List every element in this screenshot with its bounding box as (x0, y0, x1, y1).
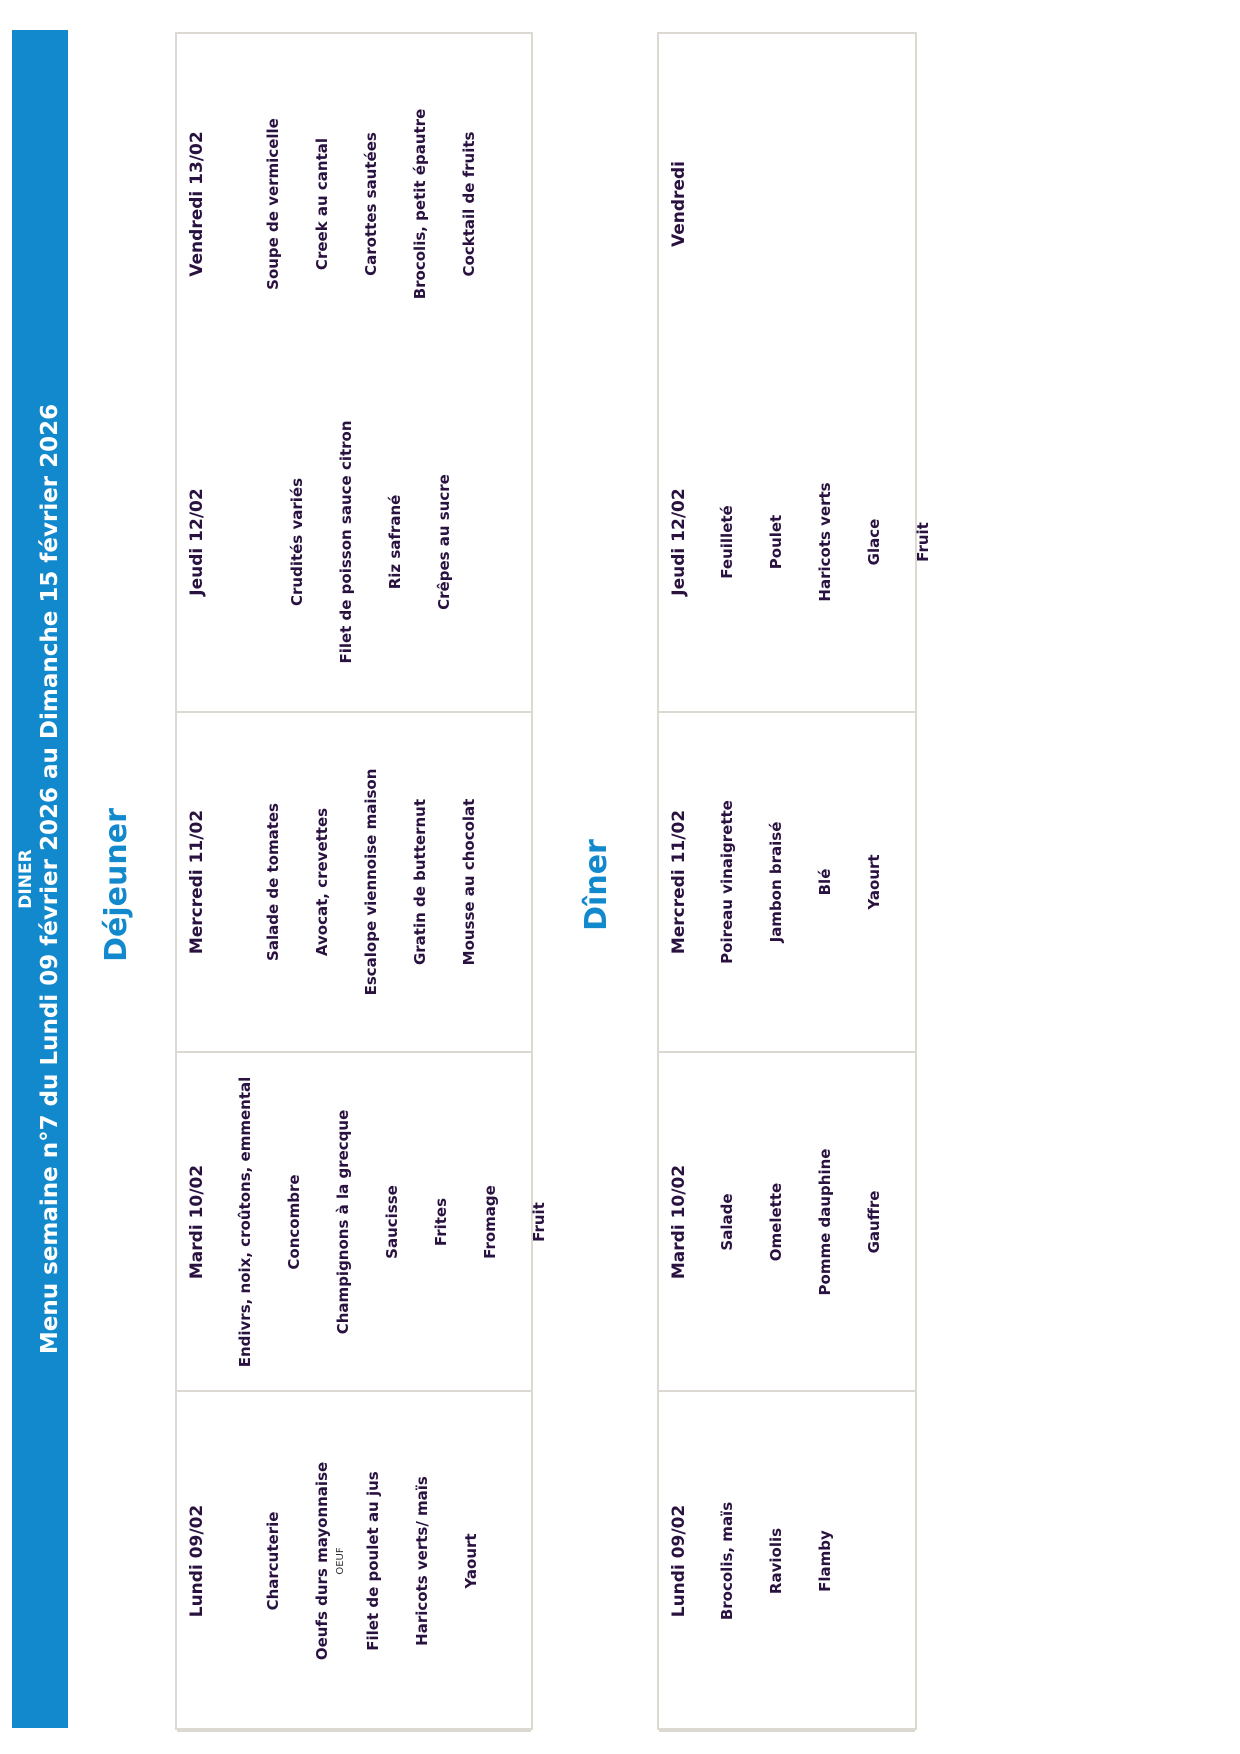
dejeuner-day-label: Jeudi 12/02 (187, 488, 207, 597)
diner-dish: Omelette (767, 1182, 785, 1261)
diner-day-cell (659, 37, 915, 371)
diner-day-column (659, 713, 915, 1053)
dejeuner-day-column (177, 713, 531, 1053)
dejeuner-dish: Cocktail de fruits (459, 131, 478, 277)
dejeuner-dish: Soupe de vermicelle (263, 117, 282, 290)
dejeuner-dish: Carottes sautées (361, 131, 380, 276)
diner-dish: Haricots verts (816, 482, 834, 602)
diner-day-label: Mercredi 11/02 (669, 809, 689, 955)
diner-dish: Poulet (767, 515, 785, 570)
diner-dish-list (703, 715, 899, 1049)
diner-day-cell (659, 375, 932, 709)
diner-dish: Raviolis (767, 1528, 785, 1595)
dejeuner-day-cell (177, 1394, 531, 1728)
dejeuner-dish: Creek au cantal (312, 137, 331, 270)
diner-dish: Gauffre (865, 1190, 883, 1254)
dejeuner-dish: Saucisse (383, 1184, 401, 1259)
dejeuner-dish-list (273, 375, 469, 709)
diner-day-label: Jeudi 12/02 (669, 488, 689, 597)
diner-dish: Brocolis, maïs (718, 1502, 736, 1621)
diner-dish: Feuilleté (718, 505, 736, 580)
dejeuner-dish: Brocolis, petit épautre (410, 108, 429, 300)
header-banner (12, 30, 68, 1728)
dejeuner-day-cell (177, 1055, 548, 1389)
diner-day-label: Vendredi (669, 160, 689, 247)
dejeuner-dish: Riz safrané (386, 495, 404, 590)
dejeuner-dish: Fruit (530, 1201, 548, 1242)
diner-dish: Blé (816, 868, 834, 896)
diner-day-cell (659, 1394, 915, 1728)
dejeuner-day-cell (177, 375, 531, 709)
page-title: DINER (16, 849, 37, 909)
dejeuner-day-column (177, 1392, 531, 1732)
diner-dish-list (703, 1394, 850, 1728)
diner-dish-list (703, 1055, 899, 1389)
dejeuner-table (175, 32, 548, 1730)
dejeuner-heading: Déjeuner (99, 808, 134, 962)
dejeuner-dish: Filet de poisson sauce citron (337, 420, 355, 664)
diner-heading: Dîner (579, 839, 614, 931)
diner-dish: Poireau vinaigrette (718, 800, 736, 964)
diner-dish: Yaourt (865, 854, 883, 910)
diner-table (657, 32, 932, 1730)
dejeuner-dish: Haricots verts/ maïs (412, 1476, 431, 1647)
dejeuner-dish: Crêpes au sucre (435, 474, 453, 611)
dejeuner-dish: Gratin de butternut (410, 798, 429, 966)
dejeuner-day-column (177, 1053, 548, 1393)
header-text (17, 30, 63, 1728)
dejeuner-dish: Avocat, crevettes (312, 807, 331, 957)
diner-dish-list (703, 375, 948, 709)
dejeuner-day-label: Mercredi 11/02 (187, 809, 207, 955)
dejeuner-dish: Filet de poulet au jus (363, 1471, 382, 1651)
dejeuner-dish-list (249, 1394, 496, 1728)
dejeuner-day-label: Vendredi 13/02 (187, 131, 207, 277)
diner-day-column (659, 1053, 915, 1393)
diner-dish: Flamby (816, 1530, 834, 1593)
dejeuner-dish: Mousse au chocolat (459, 798, 478, 966)
dejeuner-dish: Concombre (285, 1174, 303, 1270)
dejeuner-dish-list (221, 1055, 564, 1389)
dejeuner-dish: Oeufs durs mayonnaise (312, 1462, 331, 1661)
dejeuner-dish: Champignons à la grecque (334, 1109, 352, 1334)
dejeuner-dish-list (249, 715, 494, 1049)
dejeuner-dish: Salade de tomates (263, 803, 282, 961)
dejeuner-dish: Frites (432, 1197, 450, 1246)
dejeuner-dish: Endivrs, noix, croûtons, emmental (236, 1076, 254, 1367)
diner-day-label: Lundi 09/02 (669, 1504, 689, 1618)
dejeuner-day-label: Mardi 10/02 (187, 1164, 207, 1279)
dejeuner-dish: Crudités variés (288, 478, 306, 607)
diner-dish: Pomme dauphine (816, 1148, 834, 1296)
diner-day-column (659, 34, 915, 374)
diner-dish: Jambon braisé (767, 821, 785, 943)
page-subtitle: Menu semaine n°7 du Lundi 09 février 2026 au Dimanche 15 février 2026 (36, 403, 63, 1355)
dejeuner-day-column (177, 374, 531, 714)
dejeuner-dish: Escalope viennoise maison (361, 768, 380, 996)
dejeuner-dish: Yaourt (461, 1533, 480, 1589)
diner-day-column (659, 1392, 915, 1732)
dejeuner-day-cell (177, 715, 531, 1049)
dejeuner-dish-note: OEUF (334, 1547, 346, 1575)
dejeuner-dish: Charcuterie (263, 1511, 282, 1611)
diner-day-label: Mardi 10/02 (669, 1164, 689, 1279)
diner-day-cell (659, 715, 915, 1049)
dejeuner-day-cell (177, 37, 531, 371)
diner-dish: Salade (718, 1193, 736, 1251)
dejeuner-dish-list (249, 37, 494, 371)
dejeuner-day-label: Lundi 09/02 (187, 1504, 207, 1618)
dejeuner-dish: Fromage (481, 1184, 499, 1259)
dejeuner-day-column (177, 34, 531, 374)
diner-dish: Glace (865, 519, 883, 566)
diner-dish: Fruit (914, 522, 932, 563)
diner-day-column (659, 374, 932, 714)
diner-day-cell (659, 1055, 915, 1389)
